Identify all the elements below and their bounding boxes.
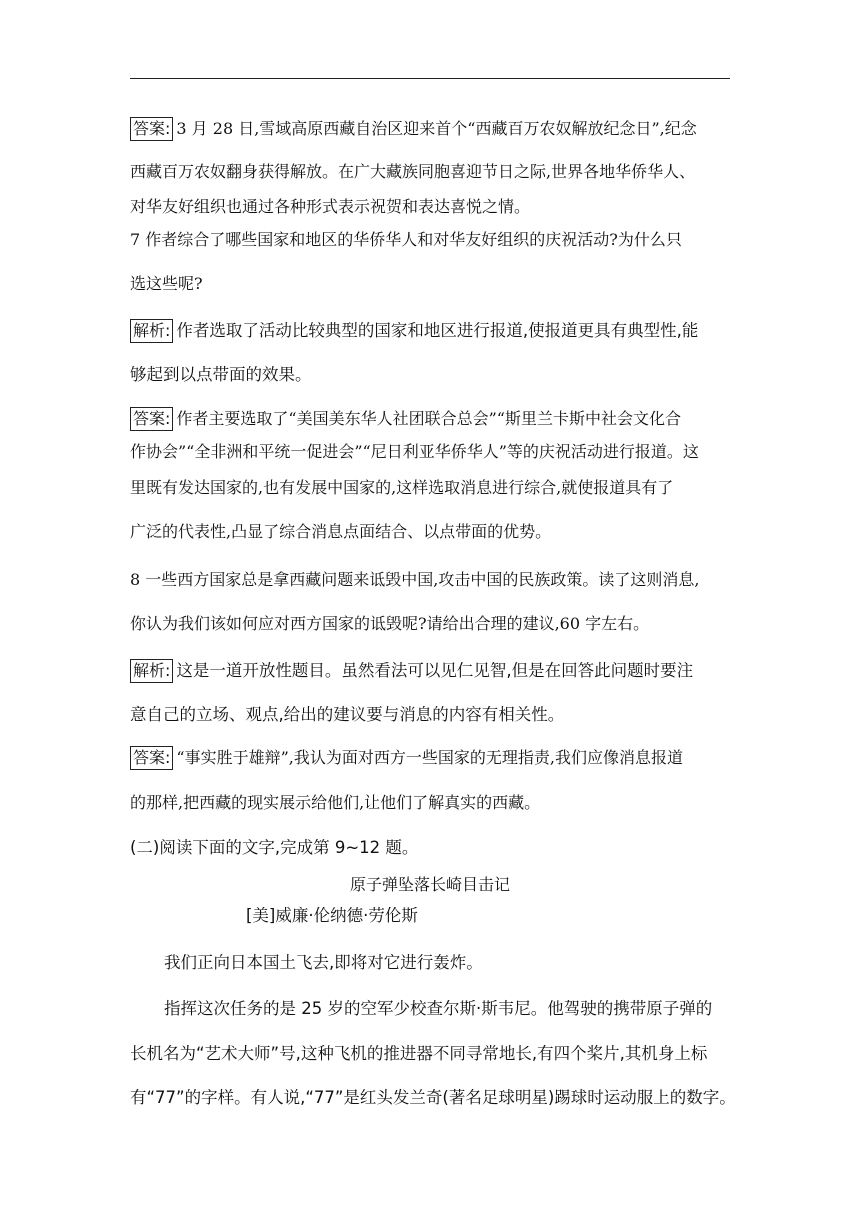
- answer-label: 答案:: [130, 407, 173, 431]
- question-7-text: 7 作者综合了哪些国家和地区的华侨华人和对华友好组织的庆祝活动?为什么只: [130, 230, 682, 249]
- answer-text: 西藏百万农奴翻身获得解放。在广大藏族同胞喜迎节日之际,世界各地华侨华人、: [130, 162, 696, 181]
- section-heading: (二)阅读下面的文字,完成第 9~12 题。: [130, 838, 419, 857]
- answer-text: 的那样,把西藏的现实展示给他们,让他们了解真实的西藏。: [130, 793, 541, 812]
- question-7-text: 选这些呢?: [130, 274, 203, 293]
- analysis-line: [130, 659, 693, 683]
- paragraph-text: 指挥这次任务的是 25 岁的空军少校查尔斯·斯韦尼。他驾驶的携带原子弹的: [164, 999, 713, 1018]
- answer-text: 作协会”“全非洲和平统一促进会”“尼日利亚华侨华人”等的庆祝活动进行报道。这: [130, 442, 699, 461]
- answer-line: [130, 407, 681, 431]
- answer-text: 广泛的代表性,凸显了综合消息点面结合、以点带面的优势。: [130, 522, 552, 541]
- question-8-text: 8 一些西方国家总是拿西藏问题来诋毁中国,攻击中国的民族政策。读了这则消息,: [130, 570, 700, 589]
- answer-text: 3 月 28 日,雪域高原西藏自治区迎来首个“西藏百万农奴解放纪念日”,纪念: [176, 119, 697, 138]
- answer-line: [130, 746, 683, 770]
- analysis-label: 解析:: [130, 659, 173, 683]
- paragraph-text: 长机名为“艺术大师”号,这种飞机的推进器不同寻常地长,有四个桨片,其机身上标: [130, 1044, 708, 1063]
- answer-label: 答案:: [130, 117, 173, 141]
- analysis-line: [130, 319, 698, 343]
- analysis-text: 够起到以点带面的效果。: [130, 365, 312, 384]
- analysis-text: 这是一道开放性题目。虽然看法可以见仁见智,但是在回答此问题时要注: [176, 661, 694, 680]
- answer-text: “事实胜于雄辩”,我认为面对西方一些国家的无理指责,我们应像消息报道: [176, 748, 683, 767]
- analysis-label: 解析:: [130, 319, 173, 343]
- paragraph-text: 我们正向日本国土飞去,即将对它进行轰炸。: [164, 953, 483, 972]
- analysis-text: 意自己的立场、观点,给出的建议要与消息的内容有相关性。: [130, 705, 565, 724]
- question-8-text: 你认为我们该如何应对西方国家的诋毁呢?请给出合理的建议,60 字左右。: [130, 614, 650, 633]
- answer-text: 作者主要选取了“美国美东华人社团联合总会”“斯里兰卡斯中社会文化合: [176, 409, 681, 428]
- paragraph-text: 有“77”的字样。有人说,“77”是红头发兰奇(著名足球明星)踢球时运动服上的数字。: [130, 1088, 736, 1107]
- answer-label: 答案:: [130, 746, 173, 770]
- article-title: 原子弹坠落长崎目击记: [349, 875, 510, 894]
- answer-text: 对华友好组织也通过各种形式表示祝贺和表达喜悦之情。: [130, 197, 531, 216]
- analysis-text: 作者选取了活动比较典型的国家和地区进行报道,使报道更具有典型性,能: [176, 321, 699, 340]
- header-rule: [130, 78, 730, 79]
- answer-line: [130, 117, 697, 141]
- article-author: [美]威廉·伦纳德·劳伦斯: [246, 906, 418, 925]
- answer-text: 里既有发达国家的,也有发展中国家的,这样选取消息进行综合,就使报道具有了: [130, 478, 674, 497]
